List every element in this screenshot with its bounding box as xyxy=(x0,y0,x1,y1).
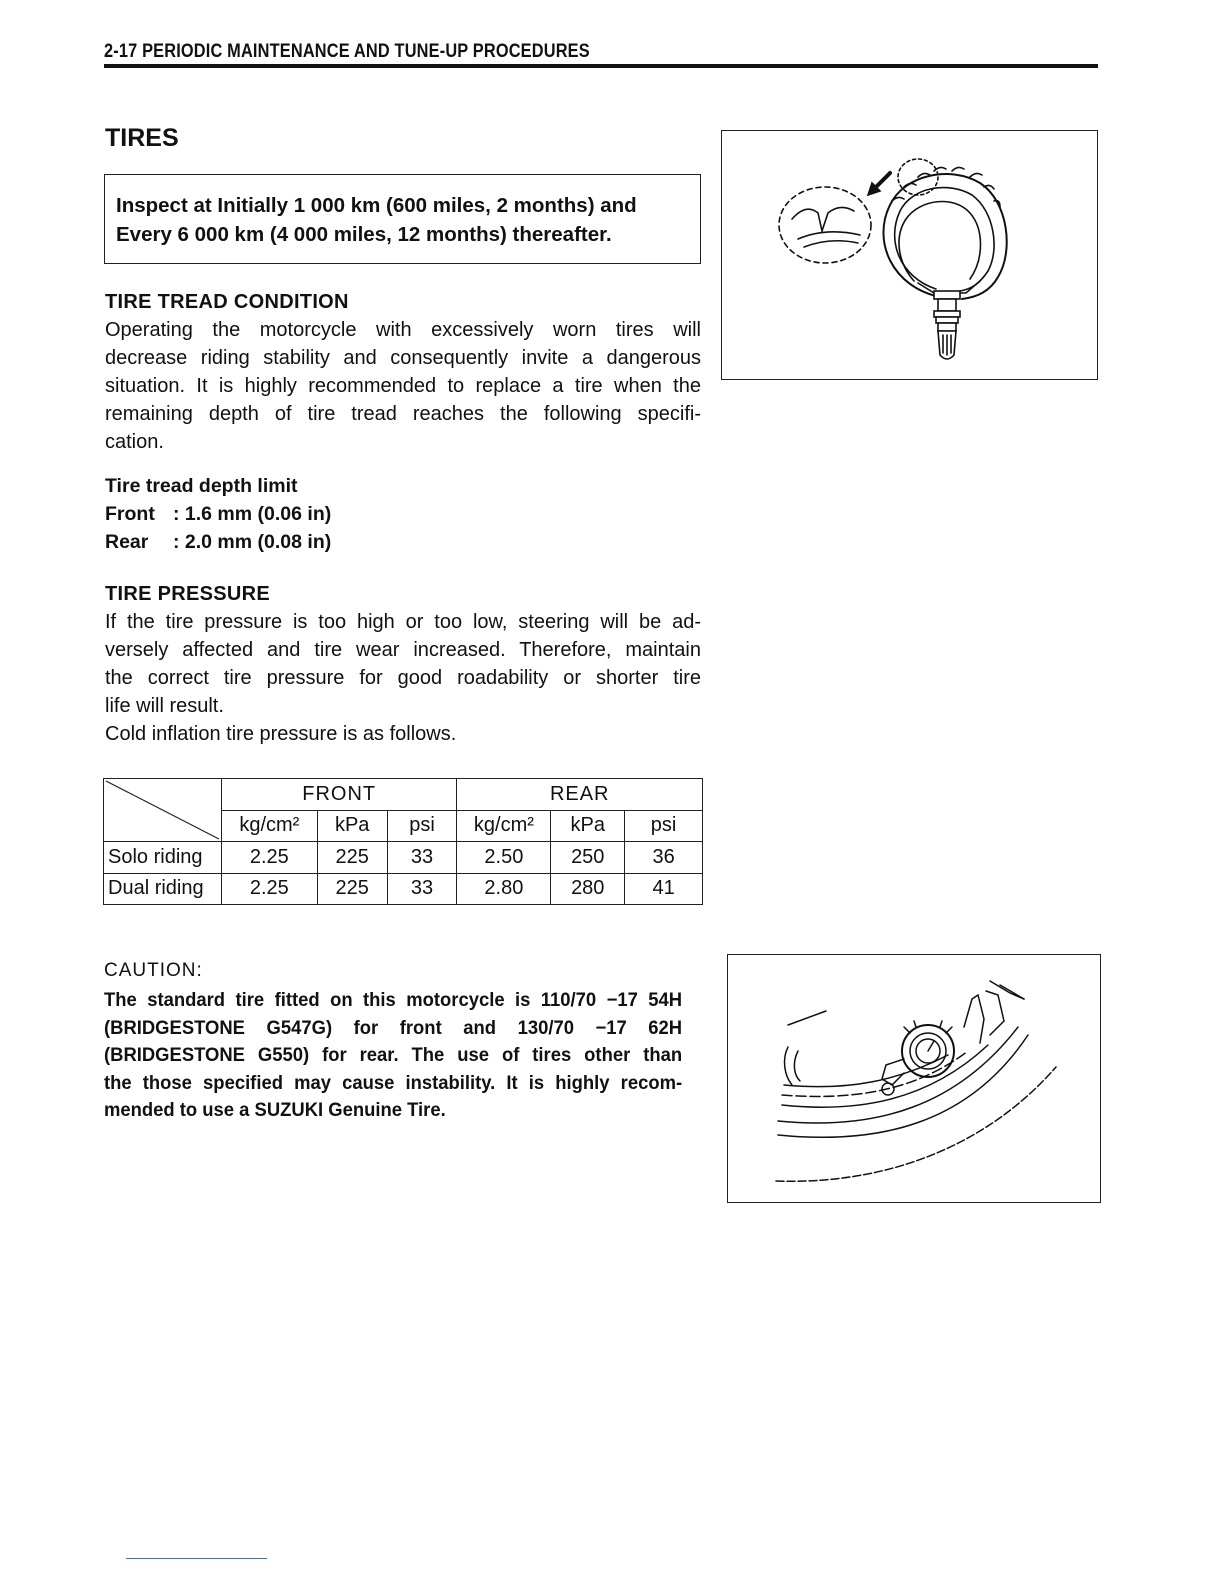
depth-limit-rear xyxy=(105,528,331,556)
tread-line: remaining depth of tire tread reaches the following specifi- xyxy=(105,403,701,425)
table-cell: 2.25 xyxy=(221,873,317,905)
section-title: TIRES xyxy=(105,124,179,152)
rear-header: REAR xyxy=(457,779,703,811)
diagonal-line-icon xyxy=(104,779,221,841)
caution-line: (BRIDGESTONE G550) for rear. The use of tires other than xyxy=(104,1045,683,1066)
front-label: Front xyxy=(105,503,155,525)
caution-line: the those specified may cause instability. It is highly recom- xyxy=(104,1072,683,1094)
pressure-heading: TIRE PRESSURE xyxy=(105,583,271,605)
depth-limit-title: Tire tread depth limit xyxy=(105,475,298,497)
tread-paragraph xyxy=(105,316,701,456)
depth-limit-front xyxy=(105,500,331,528)
table-row xyxy=(104,842,703,874)
unit-cell: kg/cm² xyxy=(221,810,317,842)
table-cell: 36 xyxy=(625,842,703,874)
interval-line-1: Inspect at Initially 1 000 km (600 miles, 2 months) and xyxy=(116,194,637,217)
pressure-paragraph xyxy=(105,608,701,748)
tread-line: decrease riding stability and consequently invite a dangerous xyxy=(105,347,701,369)
interval-line-2: Every 6 000 km (4 000 miles, 12 months) thereafter. xyxy=(116,223,612,246)
tread-depth-limit xyxy=(105,472,331,556)
inspection-interval-box xyxy=(104,174,701,264)
table-cell: 225 xyxy=(317,873,387,905)
table-cell: 33 xyxy=(387,873,457,905)
row-label: Solo riding xyxy=(104,842,222,874)
table-row xyxy=(104,873,703,905)
unit-cell: psi xyxy=(387,810,457,842)
unit-cell: kPa xyxy=(317,810,387,842)
page-header xyxy=(104,38,1098,68)
caution-paragraph xyxy=(104,987,700,1125)
front-value: : 1.6 mm (0.06 in) xyxy=(173,503,332,525)
rear-value: : 2.0 mm (0.08 in) xyxy=(173,531,332,553)
header-title: 2-17 PERIODIC MAINTENANCE AND TUNE-UP PROCEDURES xyxy=(104,41,590,62)
tire-cross-section-icon xyxy=(722,131,1099,381)
rear-label: Rear xyxy=(105,531,149,553)
table-cell: 2.50 xyxy=(457,842,551,874)
pressure-line: life will result. xyxy=(105,695,224,717)
tire-tread-figure xyxy=(721,130,1098,380)
table-corner-cell xyxy=(104,779,222,842)
table-cell: 33 xyxy=(387,842,457,874)
caution-title: CAUTION: xyxy=(104,960,203,981)
table-cell: 280 xyxy=(551,873,625,905)
caution-line: mended to use a SUZUKI Genuine Tire. xyxy=(104,1100,446,1121)
table-cell: 225 xyxy=(317,842,387,874)
unit-cell: kPa xyxy=(551,810,625,842)
table-cell: 41 xyxy=(625,873,703,905)
table-header-row xyxy=(104,779,703,811)
pressure-line: versely affected and tire wear increased. Therefore, maintain xyxy=(105,639,701,661)
unit-cell: psi xyxy=(625,810,703,842)
caution-line: (BRIDGESTONE G547G) for front and 130/70 −17 62H xyxy=(104,1017,683,1039)
table-cell: 2.80 xyxy=(457,873,551,905)
table-cell: 250 xyxy=(551,842,625,874)
pressure-line: the correct tire pressure for good roadability or shorter tire xyxy=(105,667,701,689)
tread-line: situation. It is highly recommended to replace a tire when the xyxy=(105,375,701,397)
tread-heading: TIRE TREAD CONDITION xyxy=(105,291,349,313)
tread-line: Operating the motorcycle with excessively worn tires will xyxy=(105,319,701,341)
pressure-gauge-figure xyxy=(727,954,1101,1203)
pressure-line: If the tire pressure is too high or too low, steering will be ad- xyxy=(105,611,701,633)
caution-line: The standard tire fitted on this motorcycle is 110/70 −17 54H xyxy=(104,990,683,1011)
footer-rule xyxy=(126,1558,267,1559)
pressure-line: Cold inflation tire pressure is as follows. xyxy=(105,723,457,745)
row-label: Dual riding xyxy=(104,873,222,905)
tire-pressure-table xyxy=(103,778,703,905)
table-cell: 2.25 xyxy=(221,842,317,874)
front-header: FRONT xyxy=(221,779,457,811)
unit-cell: kg/cm² xyxy=(457,810,551,842)
tire-pressure-gauge-icon xyxy=(728,955,1102,1204)
tread-line: cation. xyxy=(105,431,164,453)
